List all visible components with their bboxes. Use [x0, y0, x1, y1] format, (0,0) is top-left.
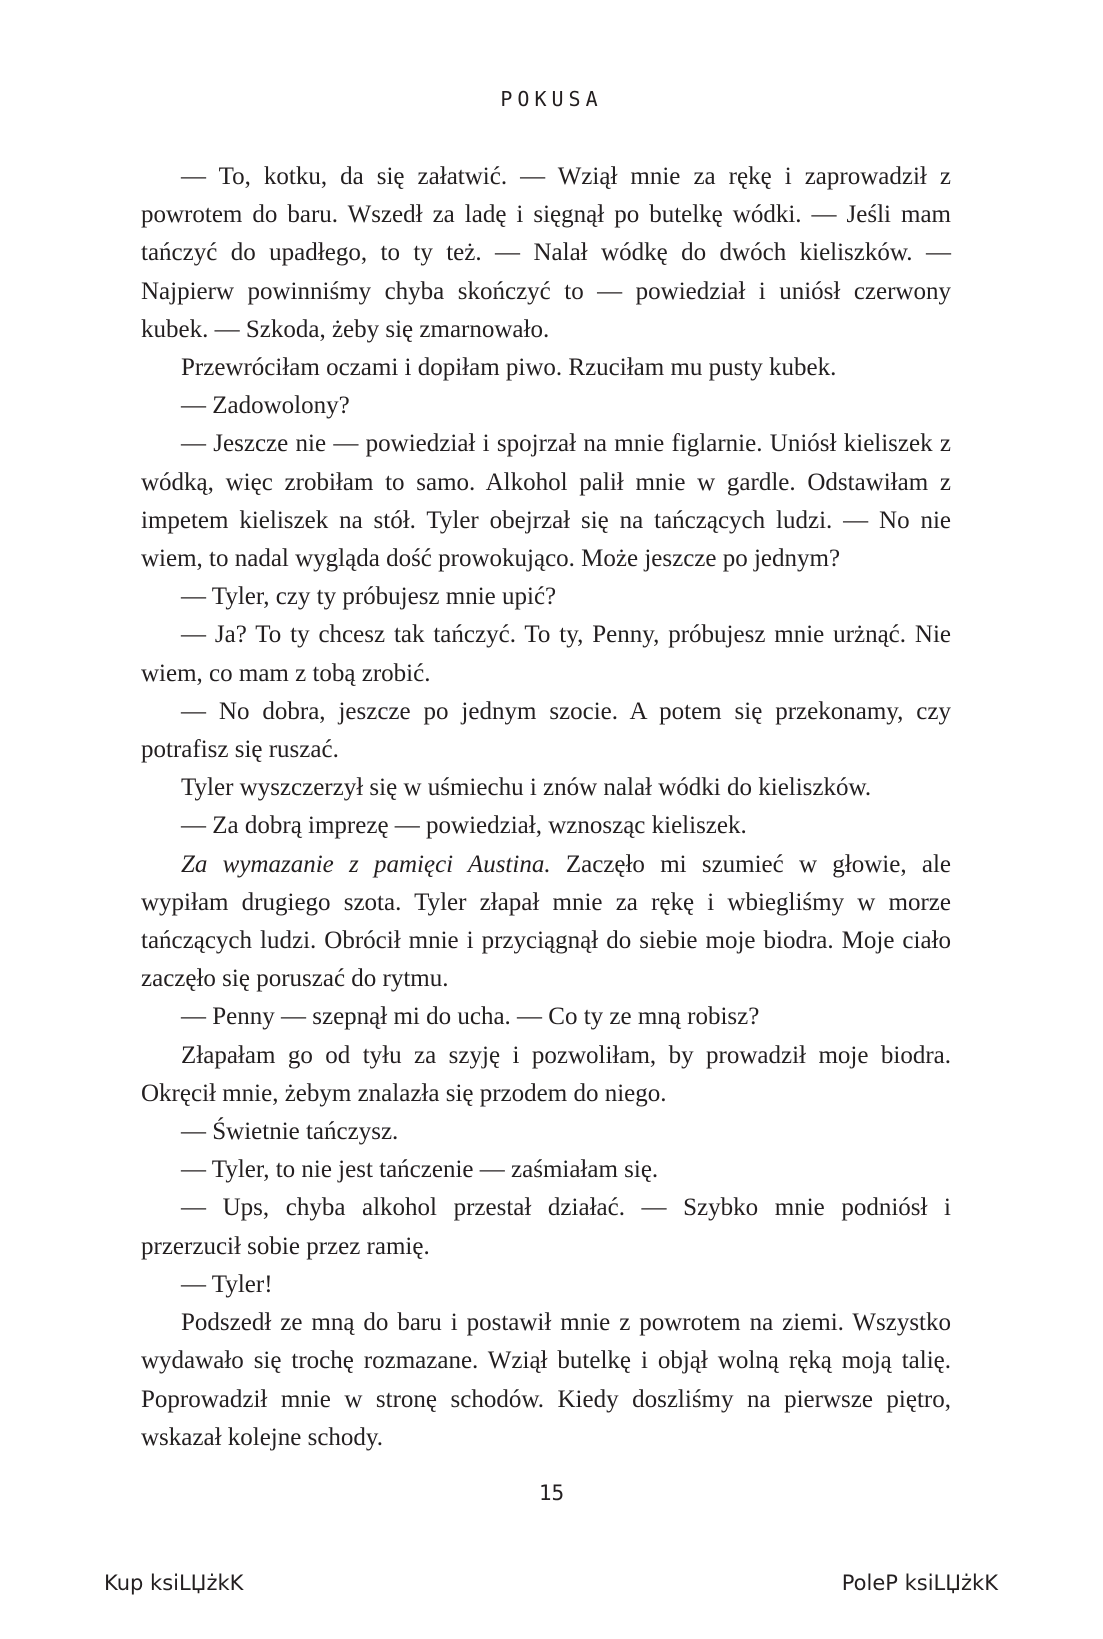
paragraph: — Zadowolony?: [181, 392, 350, 420]
paragraph: — To, kotku, da się załatwić. — Wziął mnie za rękę i zaprowadził z powrotem do baru. Wszedł za ladę i sięgnął po butelkę wódki. — Jeśli mam tańczyć do upadłego, to ty też. — Nalał wódkę do dwóch kieliszków. — Najpierw powinniśmy chyba skończyć to — powiedział i uniósł czerwony kubek. — Szkoda, żeby się zmarnowało.: [141, 163, 951, 343]
italic-phrase: Za wymazanie z pamięci Austina.: [181, 850, 551, 878]
paragraph: — Tyler, to nie jest tańczenie — zaśmiałam się.: [181, 1156, 659, 1184]
paragraph: — Ja? To ty chcesz tak tańczyć. To ty, Penny, próbujesz mnie urżnąć. Nie wiem, co mam z tobą zrobić.: [141, 621, 951, 687]
paragraph: — Tyler!: [181, 1270, 273, 1298]
paragraph: Tyler wyszczerzył się w uśmiechu i znów nalał wódki do kieliszków.: [181, 774, 872, 802]
paragraph: — No dobra, jeszcze po jednym szocie. A potem się przekonamy, czy potrafisz się ruszać.: [141, 697, 951, 764]
buy-book-link[interactable]: Kup ksiLЏżkK: [104, 1571, 244, 1595]
running-header-title: POKUSA: [500, 87, 603, 111]
paragraph: Przewróciłam oczami i dopiłam piwo. Rzuciłam mu pusty kubek.: [181, 354, 837, 382]
paragraph: — Jeszcze nie — powiedział i spojrzał na mnie figlarnie. Uniósł kieliszek z wódką, więc zrobiłam to samo. Alkohol palił mnie w gardle. Odstawiłam z impetem kieliszek na stół. Tyler obejrzał się na tańczących ludzi. — No nie wiem, to nadal wygląda dość prowokująco. Może jeszcze po jednym?: [141, 430, 951, 573]
body-text: [141, 158, 951, 1457]
paragraph: Złapałam go od tyłu za szyję i pozwoliłam, by prowadził moje biodra. Okręcił mnie, żebym znalazła się przodem do niego.: [141, 1041, 951, 1107]
page-number: 15: [538, 1481, 565, 1505]
paragraph: — Za dobrą imprezę — powiedział, wznosząc kieliszek.: [181, 812, 747, 840]
paragraph-rest: Zaczęło mi szumieć w głowie, ale wypiłam drugiego szota. Tyler złapał mnie za rękę i wbiegliśmy w morze tańczących ludzi. Obrócił mnie i przyciągnął do siebie moje biodra. Moje ciało zaczęło się poruszać do rytmu.: [141, 850, 951, 993]
paragraph: — Tyler, czy ty próbujesz mnie upić?: [181, 583, 557, 611]
paragraph: Podszedł ze mną do baru i postawił mnie z powrotem na ziemi. Wszystko wydawało się trochę rozmazane. Wziął butelkę i objął wolną ręką moją talię. Poprowadził mnie w stronę schodów. Kiedy doszliśmy na pierwsze piętro, wskazał kolejne schody.: [141, 1309, 951, 1451]
paragraph: — Ups, chyba alkohol przestał działać. — Szybko mnie podniósł i przerzucił sobie przez ramię.: [141, 1194, 951, 1260]
recommend-book-link[interactable]: PoleP ksiLЏżkK: [841, 1571, 998, 1595]
paragraph: — Świetnie tańczysz.: [181, 1118, 399, 1146]
paragraph: — Penny — szepnął mi do ucha. — Co ty ze mną robisz?: [181, 1003, 760, 1031]
paragraph-with-italic: [141, 846, 951, 999]
